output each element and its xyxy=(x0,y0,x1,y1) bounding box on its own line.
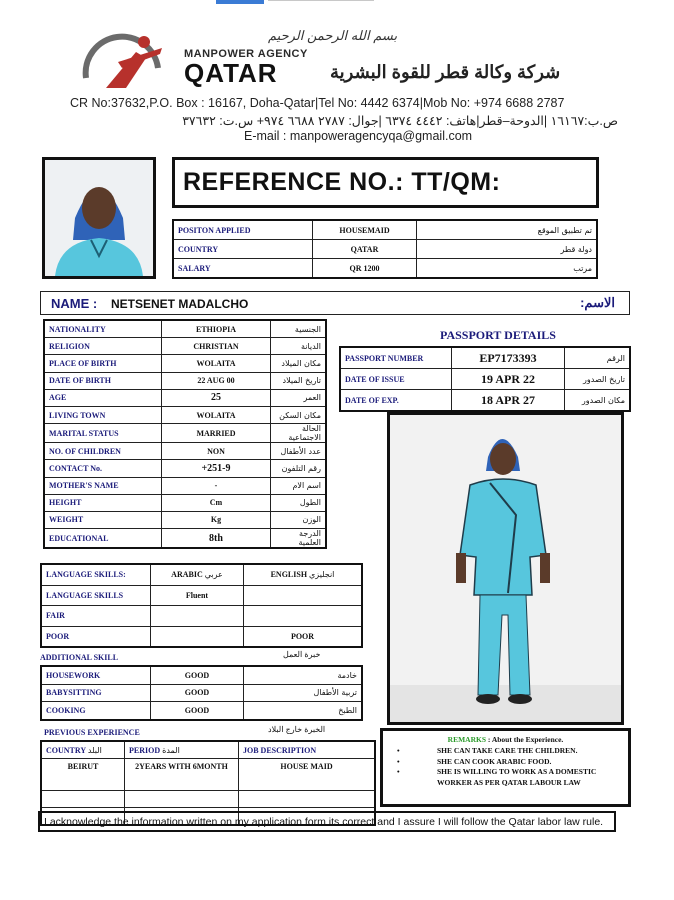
info-value: +251-9 xyxy=(162,460,271,477)
info-label-ar: الديانة xyxy=(271,338,327,355)
table-row xyxy=(41,702,362,720)
salary-label: SALARY xyxy=(173,259,313,279)
info-label: DATE OF BIRTH xyxy=(44,372,162,389)
info-label-ar: الدرجة العلمية xyxy=(271,529,327,549)
english-level: POOR xyxy=(244,626,363,647)
language-row-label: LANGUAGE SKILLS xyxy=(41,585,151,606)
passport-number-value: EP7173393 xyxy=(452,347,565,369)
table-row xyxy=(340,390,630,412)
table-row xyxy=(44,477,326,494)
name-label: NAME : xyxy=(51,296,98,311)
skill-value: GOOD xyxy=(151,666,244,684)
table-row xyxy=(41,741,375,759)
expiry-date-label: DATE OF EXP. xyxy=(340,390,452,412)
issue-date-value: 19 APR 22 xyxy=(452,369,565,390)
info-value: - xyxy=(162,477,271,494)
country-label-ar: دولة قطر xyxy=(417,240,598,259)
contact-line-ar: ص.ب:١٦١٦٧ |الدوحة–قطر|هاتف: ٤٤٤٢ ٦٣٧٤ |جوال: ٢٧٨٧ ٦٦٨٨ ٩٧٤+ س.ت: ٣٧٦٣٢ xyxy=(182,114,618,128)
language-skills-header: LANGUAGE SKILLS: xyxy=(41,564,151,585)
info-label: LIVING TOWN xyxy=(44,406,162,423)
table-row xyxy=(173,240,597,259)
position-label: POSITON APPLIED xyxy=(173,220,313,240)
info-value: 8th xyxy=(162,529,271,549)
position-value: HOUSEMAID xyxy=(313,220,417,240)
info-label: NO. OF CHILDREN xyxy=(44,443,162,460)
experience-country: BEIRUT xyxy=(41,759,125,791)
info-label: RELIGION xyxy=(44,338,162,355)
agency-name-qatar: QATAR xyxy=(184,58,278,88)
info-label: HEIGHT xyxy=(44,494,162,511)
period-column-header-ar: المدة xyxy=(162,745,180,755)
info-label-ar: الوزن xyxy=(271,511,327,528)
arabic-level: Fluent xyxy=(151,585,244,606)
info-label: MOTHER'S NAME xyxy=(44,477,162,494)
agency-name-ar: شركة وكالة قطر للقوة البشرية xyxy=(330,62,561,82)
person-full-body-icon xyxy=(390,415,621,722)
agency-logo xyxy=(66,28,176,94)
table-row xyxy=(44,424,326,443)
reference-box xyxy=(172,157,599,208)
english-label-ar: انجليزي xyxy=(309,570,335,580)
acknowledgement-statement: I acknowledge the information written on my application form its correct and I assure I will follow the Qatar labor law rule. xyxy=(38,811,616,832)
remarks-subtitle: : About the Experience. xyxy=(487,735,564,744)
info-label: CONTACT No. xyxy=(44,460,162,477)
info-label-ar: اسم الام xyxy=(271,477,327,494)
table-row xyxy=(44,320,326,338)
position-table xyxy=(172,219,598,279)
arabic-label-ar: عربي xyxy=(204,570,223,580)
experience-period: 2YEARS WITH 6MONTH xyxy=(125,759,239,791)
table-row xyxy=(173,259,597,279)
passport-number-label-ar: الرقم xyxy=(565,347,631,369)
applicant-portrait-photo xyxy=(42,157,156,279)
table-row xyxy=(41,684,362,702)
table-row xyxy=(44,372,326,389)
salary-label-ar: مرتب xyxy=(417,259,598,279)
previous-experience-title-ar: الخبرة خارج البلاد xyxy=(268,725,326,734)
list-item: • SHE CAN TAKE CARE THE CHILDREN. xyxy=(397,746,622,757)
experience-job: HOUSE MAID xyxy=(239,759,376,791)
info-label: NATIONALITY xyxy=(44,320,162,338)
table-row xyxy=(340,369,630,390)
arabic-level xyxy=(151,606,244,627)
info-label-ar: مكان الميلاد xyxy=(271,355,327,372)
expiry-date-value: 18 APR 27 xyxy=(452,390,565,412)
passport-number-label: PASSPORT NUMBER xyxy=(340,347,452,369)
remarks-title: REMARKS xyxy=(447,735,487,744)
period-column-header: PERIOD xyxy=(129,745,161,755)
table-row xyxy=(41,626,362,647)
skill-label-ar: خادمة xyxy=(244,666,363,684)
list-item: • SHE CAN COOK ARABIC FOOD. xyxy=(397,757,622,768)
name-box xyxy=(40,291,630,315)
info-label-ar: تاريخ الميلاد xyxy=(271,372,327,389)
english-level xyxy=(244,585,363,606)
skill-label-ar: تربية الأطفال xyxy=(244,684,363,702)
top-accent-bar xyxy=(216,0,264,4)
info-label-ar: رقم التلفون xyxy=(271,460,327,477)
info-label-ar: عدد الأطفال xyxy=(271,443,327,460)
info-value: ETHIOPIA xyxy=(162,320,271,338)
issue-date-label: DATE OF ISSUE xyxy=(340,369,452,390)
info-value: 22 AUG 00 xyxy=(162,372,271,389)
country-label: COUNTRY xyxy=(173,240,313,259)
info-label: PLACE OF BIRTH xyxy=(44,355,162,372)
name-label-ar: الاسم: xyxy=(580,295,615,310)
table-row xyxy=(41,791,375,808)
skill-value: GOOD xyxy=(151,702,244,720)
language-skills-table xyxy=(40,563,363,648)
table-row xyxy=(44,355,326,372)
additional-skill-table xyxy=(40,665,363,721)
bismillah-calligraphy: بسم الله الرحمن الرحيم xyxy=(268,28,398,43)
top-divider xyxy=(268,0,374,1)
salary-value: QR 1200 xyxy=(313,259,417,279)
english-label: ENGLISH xyxy=(270,570,308,580)
table-row xyxy=(44,443,326,460)
expiry-date-label-ar: مكان الصدور xyxy=(565,390,631,412)
table-row xyxy=(44,460,326,477)
info-label-ar: الحالة الاجتماعية xyxy=(271,424,327,443)
name-value: NETSENET MADALCHO xyxy=(111,297,249,311)
previous-experience-title: PREVIOUS EXPERIENCE xyxy=(44,728,140,737)
info-label-ar: العمر xyxy=(271,389,327,406)
table-row xyxy=(340,347,630,369)
passport-table xyxy=(339,346,631,412)
table-row xyxy=(41,759,375,791)
table-row xyxy=(44,511,326,528)
reference-label: REFERENCE NO.: TT/QM: xyxy=(183,168,501,196)
issue-date-label-ar: تاريخ الصدور xyxy=(565,369,631,390)
info-label-ar: الطول xyxy=(271,494,327,511)
table-row xyxy=(44,389,326,406)
skill-label: COOKING xyxy=(41,702,151,720)
personal-info-table xyxy=(43,319,327,549)
position-label-ar: تم تطبيق الموقع xyxy=(417,220,598,240)
table-row xyxy=(41,585,362,606)
table-row xyxy=(41,666,362,684)
person-portrait-icon xyxy=(45,160,153,276)
info-value: WOLAITA xyxy=(162,406,271,423)
info-label: MARITAL STATUS xyxy=(44,424,162,443)
additional-skill-title-ar: خبرة العمل xyxy=(283,650,321,659)
table-row xyxy=(44,338,326,355)
info-value: Kg xyxy=(162,511,271,528)
language-row-label: FAIR xyxy=(41,606,151,627)
info-value: 25 xyxy=(162,389,271,406)
arabic-label: ARABIC xyxy=(171,570,203,580)
language-row-label: POOR xyxy=(41,626,151,647)
agency-email: E-mail : manpoweragencyqa@gmail.com xyxy=(244,129,473,143)
table-row xyxy=(41,606,362,627)
additional-skill-title: ADDITIONAL SKILL xyxy=(40,653,119,662)
applicant-full-body-photo xyxy=(387,412,624,725)
remarks-list xyxy=(389,746,622,788)
skill-value: GOOD xyxy=(151,684,244,702)
list-item: • SHE IS WILLING TO WORK AS A DOMESTIC WORKER AS PER QATAR LABOUR LAW xyxy=(397,767,622,788)
country-column-header: COUNTRY xyxy=(46,745,86,755)
skill-label: BABYSITTING xyxy=(41,684,151,702)
skill-label-ar: الطبخ xyxy=(244,702,363,720)
info-value: CHRISTIAN xyxy=(162,338,271,355)
remarks-box xyxy=(380,728,631,807)
info-label: WEIGHT xyxy=(44,511,162,528)
table-row xyxy=(173,220,597,240)
english-level xyxy=(244,606,363,627)
info-label-ar: مكان السكن xyxy=(271,406,327,423)
country-column-header-ar: البلد xyxy=(87,745,102,755)
table-row xyxy=(44,529,326,549)
contact-line-en: CR No:37632,P.O. Box : 16167, Doha-Qatar|Tel No: 4442 6374|Mob No: +974 6688 2787 xyxy=(70,96,565,110)
table-row xyxy=(44,406,326,423)
info-value: Cm xyxy=(162,494,271,511)
info-label: EDUCATIONAL xyxy=(44,529,162,549)
info-value: WOLAITA xyxy=(162,355,271,372)
info-value: MARRIED xyxy=(162,424,271,443)
job-column-header: JOB DESCRIPTION xyxy=(239,741,376,759)
skill-label: HOUSEWORK xyxy=(41,666,151,684)
info-label-ar: الجنسية xyxy=(271,320,327,338)
table-row xyxy=(41,564,362,585)
info-label: AGE xyxy=(44,389,162,406)
info-value: NON xyxy=(162,443,271,460)
passport-details-title: PASSPORT DETAILS xyxy=(440,328,556,342)
arabic-level xyxy=(151,626,244,647)
country-value: QATAR xyxy=(313,240,417,259)
table-row xyxy=(44,494,326,511)
agency-name-en: MANPOWER AGENCY xyxy=(184,48,308,60)
